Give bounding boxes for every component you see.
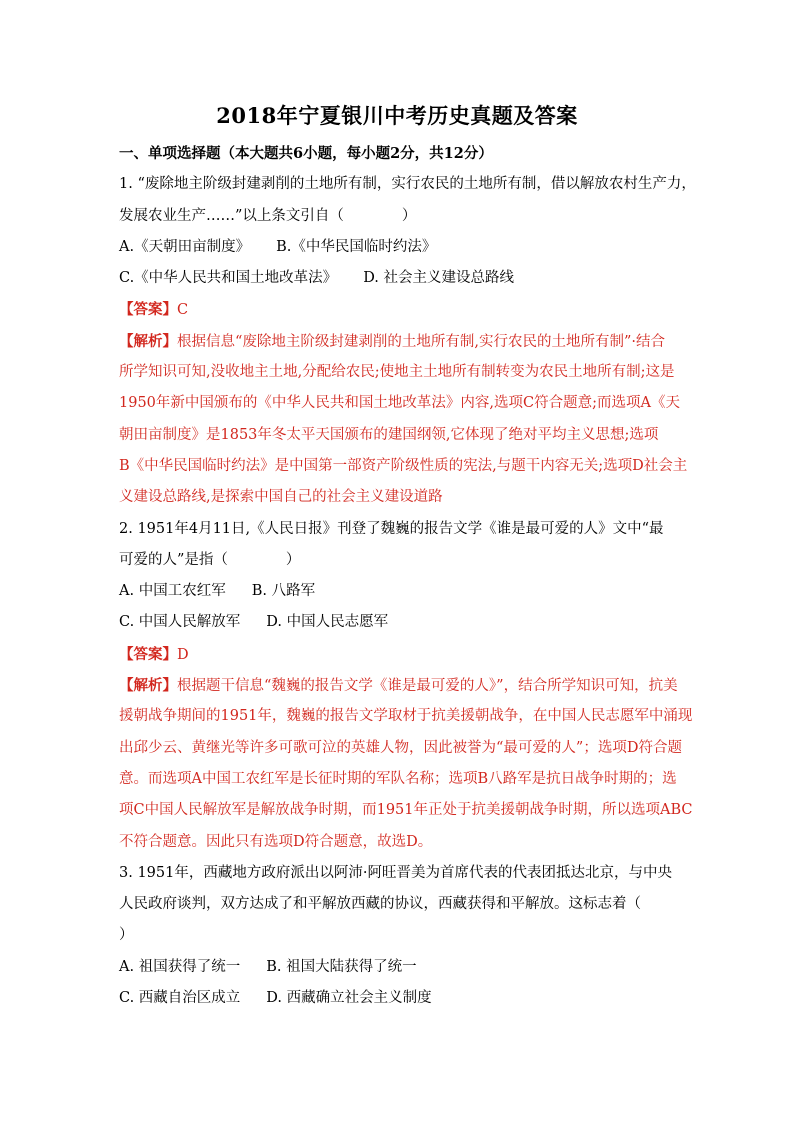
section-heading: 一、单项选择题（本大题共6小题，每小题2分，共12分） [119,145,493,162]
question-3-stem-line-3: ） [119,927,134,944]
analysis-text: 根据题干信息“魏巍的报告文学《谁是最可爱的人》”，结合所学知识可知，抗美 [177,678,678,695]
question-1-option-d: D. 社会主义建设总路线 [363,270,515,287]
question-3-stem-line-1: 3. 1951年，西藏地方政府派出以阿沛·阿旺晋美为首席代表的代表团抵达北京，与中央 [119,864,672,881]
question-1-options-ab [119,232,679,263]
question-2-analysis-line-1 [119,670,679,701]
question-2-answer [119,639,679,670]
answer-value: D [177,646,189,663]
question-1-option-b: B.《中华民国临时约法》 [276,238,437,255]
question-3-option-b: B. 祖国大陆获得了统一 [266,958,417,975]
page-title: 2018年宁夏银川中考历史真题及答案 [216,103,578,128]
question-2-stem-line-1: 2. 1951年4月11日,《人民日报》刊登了魏巍的报告文学《谁是最可爱的人》文中“最 [119,520,664,537]
question-2-option-c: C. 中国人民解放军 [119,614,241,631]
question-2-option-b: B. 八路军 [251,583,316,600]
question-1-stem-line-2: 发展农业生产……”以上条文引自（ ） [119,207,417,224]
question-2-stem-line-2: 可爱的人”是指（ ） [119,551,301,568]
question-1-analysis-line-5: B《中华民国临时约法》是中国第一部资产阶级性质的宪法,与题干内容无关;选项D社会主 [119,457,688,474]
question-1-stem-line-1: 1. “废除地主阶级封建剥削的土地所有制，实行农民的土地所有制，借以解放农村生产力， [119,176,696,193]
question-3-options-ab [119,952,679,983]
question-1-analysis-line-2: 所学知识可知,没收地主土地,分配给农民;使地主土地所有制转变为农民土地所有制;这是 [119,364,675,381]
question-2-analysis-line-4: 意。而选项A中国工农红军是长征时期的军队名称；选项B八路军是抗日战争时期的；选 [119,770,677,787]
question-1-analysis-line-6: 义建设总路线,是探索中国自己的社会主义建设道路 [119,489,443,506]
answer-tag: 【答案】 [119,301,177,319]
analysis-tag: 【解析】 [119,332,177,350]
question-2-analysis-line-6: 不符合题意。因此只有选项D符合题意，故选D。 [119,833,433,850]
question-2-options-cd [119,607,679,638]
question-1-option-a: A.《天朝田亩制度》 [119,238,251,255]
question-1-analysis-line-4: 朝田亩制度》是1853年冬太平天国颁布的建国纲领,它体现了绝对平均主义思想;选项 [119,426,659,443]
question-3-stem-line-2: 人民政府谈判，双方达成了和平解放西藏的协议，西藏获得和平解放。这标志着（ [119,896,641,913]
question-1-answer [119,294,679,325]
analysis-tag: 【解析】 [119,677,177,695]
question-1-options-cd [119,263,679,294]
question-1-analysis-line-3: 1950年新中国颁布的《中华人民共和国土地改革法》内容,选项C符合题意;而选项A《天 [119,395,680,412]
question-2-option-d: D. 中国人民志愿军 [266,614,389,631]
question-1-option-c: C.《中华人民共和国土地改革法》 [119,270,338,287]
analysis-text: 根据信息“废除地主阶级封建剥削的土地所有制,实行农民的土地所有制”·结合 [177,333,666,350]
question-3-option-d: D. 西藏确立社会主义制度 [266,990,432,1007]
answer-value: C [177,302,189,319]
document-body [119,138,696,1014]
question-2-options-ab [119,576,679,607]
question-2-analysis-line-2: 援朝战争期间的1951年，魏巍的报告文学取材于抗美援朝战争，在中国人民志愿军中涌现 [119,708,693,725]
answer-tag: 【答案】 [119,645,177,663]
question-2-option-a: A. 中国工农红军 [119,583,226,600]
question-2-analysis-line-5: 项C中国人民解放军是解放战争时期，而1951年正处于抗美援朝战争时期，所以选项ABC [119,802,693,819]
question-3-option-c: C. 西藏自治区成立 [119,990,241,1007]
question-1-analysis-line-1 [119,326,679,357]
question-3-option-a: A. 祖国获得了统一 [119,958,241,975]
question-3-options-cd [119,983,679,1014]
question-2-analysis-line-3: 出邱少云、黄继光等许多可歌可泣的英雄人物，因此被誉为“最可爱的人”；选项D符合题 [119,739,682,756]
